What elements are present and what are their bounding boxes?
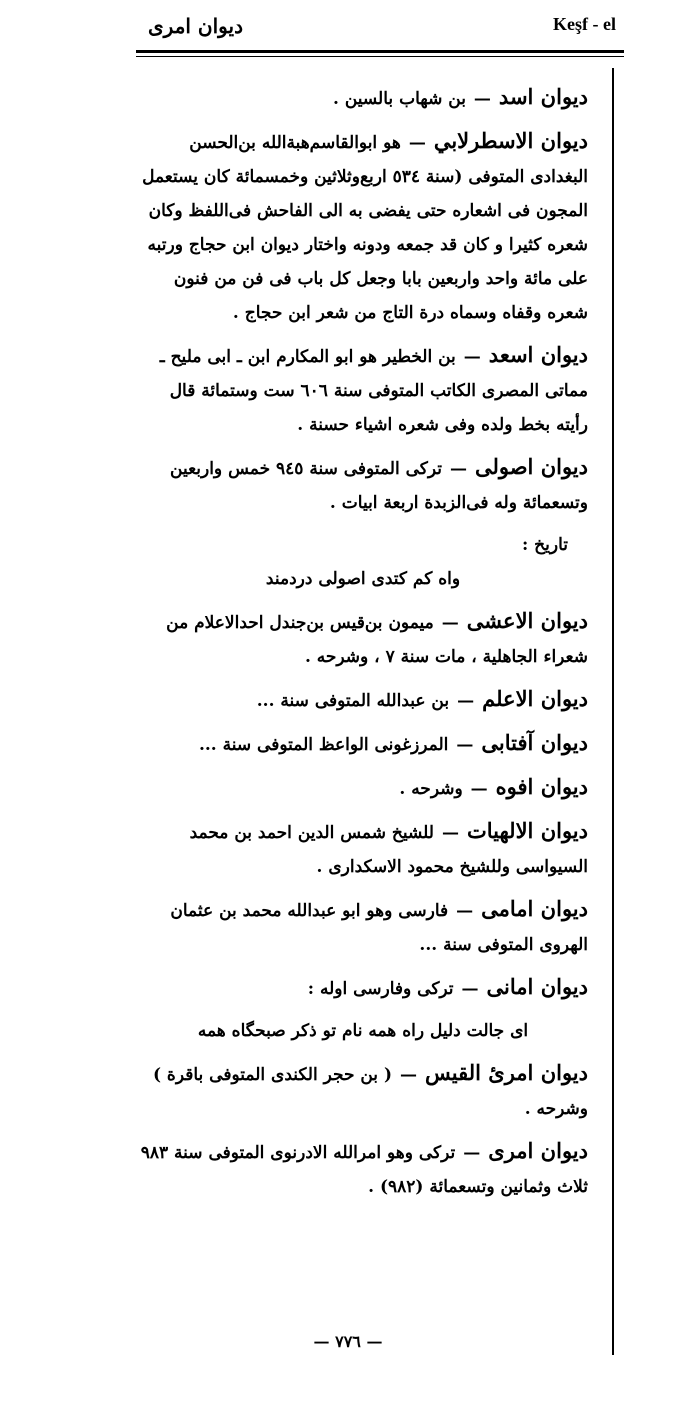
entry-name: ديوان اصولى [474, 454, 588, 479]
verse-usuli: واه كم كتدى اصولى دردمند [265, 569, 461, 589]
entry-usuli: ديوان اصولى—تركى المتوفى سنة ٩٤٥ خمس واربعين وتسعمائة وله فى‌الزبدة اربعة ابيات . [170, 454, 588, 513]
entry-text: بن الخطير هو ابو المكارم ابن ـ ابى مليح ـ مماتى المصرى الكاتب المتوفى سنة ٦٠٦ ست وستمائة قال رأيته بخط ولده وفى شعره اشياء حسنة . [159, 347, 588, 435]
entry-name: ديوان اسعد [488, 342, 588, 367]
entry-amri: ديوان امرى—تركى وهو امرالله الادرنوى المتوفى سنة ٩٨٣ ثلاث وثمانين وتسعمائة (٩٨٢) . [140, 1138, 588, 1197]
entry-text: تركى وهو امرالله الادرنوى المتوفى سنة ٩٨٣ ثلاث وثمانين وتسعمائة (٩٨٢) . [140, 1143, 588, 1197]
entry-text: هو ابوالقاسم‌هبة‌الله بن‌الحسن البغدادى المتوفى (سنة ٥٣٤ اربع‌وثلاثين وخمسمائة كان يستعمل المجون فى اشعاره حتى يفضى به الى الفاحش فى‌اللفظ وكان شعره كثيرا و كان قد جمعه ودونه واختار ديوان ابن حجاج ورتبه على مائة واحد واربعين بابا وجعل كل باب فى فن من فنون شعره وقفاه وسماه درة التاج من شعر ابن حجاج . [142, 133, 588, 323]
entry-name: ديوان الاعشى [466, 608, 588, 633]
verse-amani: اى جالت دليل راه همه نام تو ذكر صبحگاه همه [197, 1021, 529, 1041]
entry-text: وشرحه . [399, 779, 463, 799]
entry-text: بن عبدالله المتوفى سنة ... [256, 691, 450, 711]
entry-alam: ديوان الاعلم—بن عبدالله المتوفى سنة ... [256, 686, 588, 711]
entry-text: ( بن حجر الكندى المتوفى باقرة ) وشرحه . [152, 1065, 588, 1119]
entry-imru-al-qays: ديوان امرئ القيس—( بن حجر الكندى المتوفى باقرة ) وشرحه . [152, 1060, 588, 1119]
entry-amani: ديوان امانى—تركى وفارسى اوله : [307, 974, 588, 999]
entry-text: ميمون بن‌قيس بن‌جندل احدالاعلام من شعراء الجاهلية ، مات سنة ٧ ، وشرحه . [166, 613, 588, 667]
entry-ilahiyat: ديوان الالهيات—للشيخ شمس الدين احمد بن محمد السيواسى وللشيخ محمود الاسكدارى . [189, 818, 588, 877]
entry-asad-2: ديوان اسعد—بن الخطير هو ابو المكارم ابن ـ ابى مليح ـ مماتى المصرى الكاتب المتوفى سنة ٦٠٦ ست وستمائة قال رأيته بخط ولده وفى شعره اشياء حسنة . [159, 342, 588, 435]
entry-asha: ديوان الاعشى—ميمون بن‌قيس بن‌جندل احدالاعلام من شعراء الجاهلية ، مات سنة ٧ ، وشرحه . [166, 608, 588, 667]
entry-name: ديوان آفتابى [481, 730, 588, 755]
entry-text: المرزغونى الواعظ المتوفى سنة ... [198, 735, 449, 755]
entry-text: بن شهاب بالسين . [332, 89, 466, 109]
entry-name: ديوان امرى [488, 1138, 588, 1163]
entry-name: ديوان الاعلم [482, 686, 588, 711]
entry-imami: ديوان امامى—فارسى وهو ابو عبدالله محمد بن عثمان الهروى المتوفى سنة ... [170, 896, 588, 955]
page-body [138, 80, 588, 1212]
page-number: — ٧٧٦ — [313, 1332, 383, 1351]
header-rule-thick [136, 50, 624, 53]
entry-name: ديوان الاسطرلابي [433, 128, 588, 153]
entry-name: ديوان افوه [495, 774, 588, 799]
entry-aftabi: ديوان آفتابى—المرزغونى الواعظ المتوفى سنة ... [198, 730, 588, 755]
entry-name: ديوان الالهيات [466, 818, 588, 843]
entry-asturlabi: ديوان الاسطرلابي—هو ابوالقاسم‌هبة‌الله بن‌الحسن البغدادى المتوفى (سنة ٥٣٤ اربع‌وثلاثين وخمسمائة كان يستعمل المجون فى اشعاره حتى يفضى به الى الفاحش فى‌اللفظ وكان شعره كثيرا و كان قد جمعه ودونه واختار ديوان ابن حجاج ورتبه على مائة واحد واربعين بابا وجعل كل باب فى فن من فنون شعره وقفاه وسماه درة التاج من شعر ابن حجاج . [142, 128, 588, 323]
running-head-code: Keşf - el [553, 14, 616, 34]
entry-name: ديوان امرئ القيس [425, 1060, 588, 1085]
tarikh-label: تاريخ : [521, 535, 568, 555]
entry-text: فارسى وهو ابو عبدالله محمد بن عثمان الهروى المتوفى سنة ... [170, 901, 588, 955]
margin-line [612, 68, 614, 1355]
entry-asad: ديوان اسد—بن شهاب بالسين . [332, 84, 588, 109]
entry-name: ديوان امانى [486, 974, 588, 999]
header-rule-thin [136, 56, 624, 57]
entry-name: ديوان امامى [481, 896, 588, 921]
entry-afwah: ديوان افوه—وشرحه . [399, 774, 588, 799]
entry-text: للشيخ شمس الدين احمد بن محمد السيواسى وللشيخ محمود الاسكدارى . [189, 823, 588, 877]
running-title: ديوان امرى [148, 14, 243, 38]
entry-text: تركى وفارسى اوله : [307, 979, 454, 999]
entry-text: تركى المتوفى سنة ٩٤٥ خمس واربعين وتسعمائة وله فى‌الزبدة اربعة ابيات . [170, 459, 588, 513]
entry-name: ديوان اسد [498, 84, 588, 109]
